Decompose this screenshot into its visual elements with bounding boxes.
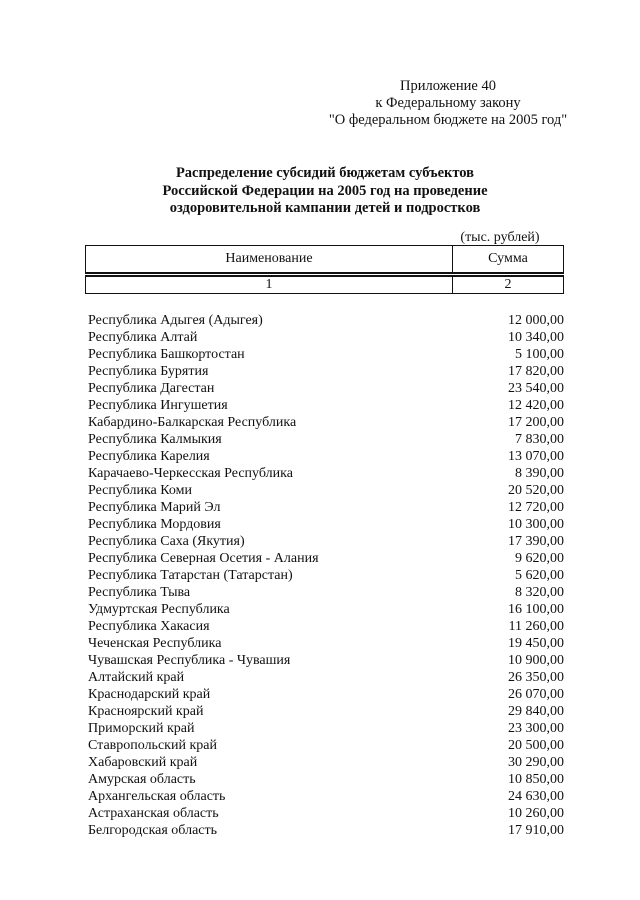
table-row [88, 499, 564, 516]
subsidy-amount: 10 900,00 [508, 653, 564, 668]
table-row [88, 312, 564, 329]
table-row [88, 380, 564, 397]
column-header-sum: Сумма [453, 246, 564, 275]
subsidy-amount: 12 000,00 [508, 313, 564, 328]
region-name: Республика Мордовия [88, 517, 221, 532]
region-name: Республика Карелия [88, 449, 210, 464]
subsidy-amount: 5 100,00 [515, 347, 564, 362]
subsidy-amount: 10 300,00 [508, 517, 564, 532]
table-row [88, 346, 564, 363]
subsidy-amount: 17 820,00 [508, 364, 564, 379]
region-name: Республика Хакасия [88, 619, 210, 634]
region-name: Республика Башкортостан [88, 347, 245, 362]
table-header [85, 245, 564, 294]
subsidy-amount: 12 720,00 [508, 500, 564, 515]
subsidy-amount: 29 840,00 [508, 704, 564, 719]
table-row [88, 533, 564, 550]
subsidy-amount: 10 850,00 [508, 772, 564, 787]
table-row [88, 805, 564, 822]
subsidy-amount: 10 340,00 [508, 330, 564, 345]
region-name: Архангельская область [88, 789, 226, 804]
table-row [88, 703, 564, 720]
region-name: Ставропольский край [88, 738, 217, 753]
table-row [88, 720, 564, 737]
region-name: Амурская область [88, 772, 196, 787]
table-header-row [86, 246, 564, 275]
region-name: Красноярский край [88, 704, 204, 719]
region-name: Республика Саха (Якутия) [88, 534, 245, 549]
region-name: Республика Алтай [88, 330, 198, 345]
subsidy-amount: 17 390,00 [508, 534, 564, 549]
subsidy-amount: 10 260,00 [508, 806, 564, 821]
table-row [88, 669, 564, 686]
annex-law-reference: к Федеральному закону [375, 95, 521, 111]
subsidy-amount: 24 630,00 [508, 789, 564, 804]
table-row [88, 788, 564, 805]
subsidy-amount: 20 520,00 [508, 483, 564, 498]
subsidy-amount: 12 420,00 [508, 398, 564, 413]
subsidy-amount: 5 620,00 [515, 568, 564, 583]
table-row [88, 363, 564, 380]
table-row [88, 448, 564, 465]
subsidy-amount: 16 100,00 [508, 602, 564, 617]
subsidy-amount: 17 910,00 [508, 823, 564, 838]
region-name: Хабаровский край [88, 755, 198, 770]
table-row [88, 516, 564, 533]
table-row [88, 635, 564, 652]
table-row [88, 618, 564, 635]
subsidy-amount: 23 540,00 [508, 381, 564, 396]
annex-number: Приложение 40 [400, 78, 496, 94]
table-row [88, 465, 564, 482]
region-name: Республика Ингушетия [88, 398, 228, 413]
region-name: Чеченская Республика [88, 636, 222, 651]
table-row [88, 754, 564, 771]
subsidy-amount: 30 290,00 [508, 755, 564, 770]
table-row [88, 686, 564, 703]
column-number-2: 2 [453, 275, 564, 294]
subsidy-amount: 17 200,00 [508, 415, 564, 430]
region-name: Удмуртская Республика [88, 602, 230, 617]
table-row [88, 567, 564, 584]
table-row [88, 652, 564, 669]
table-row [88, 431, 564, 448]
region-name: Белгородская область [88, 823, 218, 838]
subsidy-amount: 9 620,00 [515, 551, 564, 566]
subsidy-amount: 23 300,00 [508, 721, 564, 736]
table-row [88, 397, 564, 414]
region-name: Республика Татарстан (Татарстан) [88, 568, 293, 583]
units-label: (тыс. рублей) [460, 230, 540, 245]
region-name: Республика Марий Эл [88, 500, 221, 515]
table-row [88, 414, 564, 431]
table-row [88, 771, 564, 788]
annex-law-title: "О федеральном бюджете на 2005 год" [328, 112, 568, 128]
table-row [88, 329, 564, 346]
column-header-name: Наименование [86, 246, 453, 275]
document-title [150, 165, 500, 218]
annex-header [318, 78, 578, 129]
title-line-3: оздоровительной кампании детей и подростков [169, 200, 481, 216]
subsidy-amount: 11 260,00 [508, 619, 564, 634]
region-name: Карачаево-Черкесская Республика [88, 466, 293, 481]
region-name: Чувашская Республика - Чувашия [88, 653, 291, 668]
subsidy-amount: 26 350,00 [508, 670, 564, 685]
subsidy-amount: 19 450,00 [508, 636, 564, 651]
subsidy-amount: 26 070,00 [508, 687, 564, 702]
table-row [88, 737, 564, 754]
column-number-row [86, 275, 564, 294]
table-row [88, 584, 564, 601]
region-name: Астраханская область [88, 806, 219, 821]
region-name: Алтайский край [88, 670, 185, 685]
subsidy-amount: 20 500,00 [508, 738, 564, 753]
table-row [88, 822, 564, 839]
region-name: Кабардино-Балкарская Республика [88, 415, 297, 430]
region-name: Республика Дагестан [88, 381, 215, 396]
region-name: Краснодарский край [88, 687, 211, 702]
region-name: Республика Северная Осетия - Алания [88, 551, 319, 566]
table-row [88, 601, 564, 618]
subsidy-list [88, 312, 564, 839]
region-name: Республика Калмыкия [88, 432, 222, 447]
title-line-1: Распределение субсидий бюджетам субъектов [175, 165, 475, 181]
region-name: Республика Тыва [88, 585, 191, 600]
subsidy-amount: 8 320,00 [515, 585, 564, 600]
column-number-1: 1 [86, 275, 453, 294]
region-name: Республика Адыгея (Адыгея) [88, 313, 263, 328]
region-name: Приморский край [88, 721, 195, 736]
subsidy-amount: 7 830,00 [515, 432, 564, 447]
subsidy-amount: 13 070,00 [508, 449, 564, 464]
table-row [88, 482, 564, 499]
subsidy-amount: 8 390,00 [515, 466, 564, 481]
title-line-2: Российской Федерации на 2005 год на проведение [162, 182, 488, 199]
table-row [88, 550, 564, 567]
region-name: Республика Коми [88, 483, 192, 498]
region-name: Республика Бурятия [88, 364, 209, 379]
